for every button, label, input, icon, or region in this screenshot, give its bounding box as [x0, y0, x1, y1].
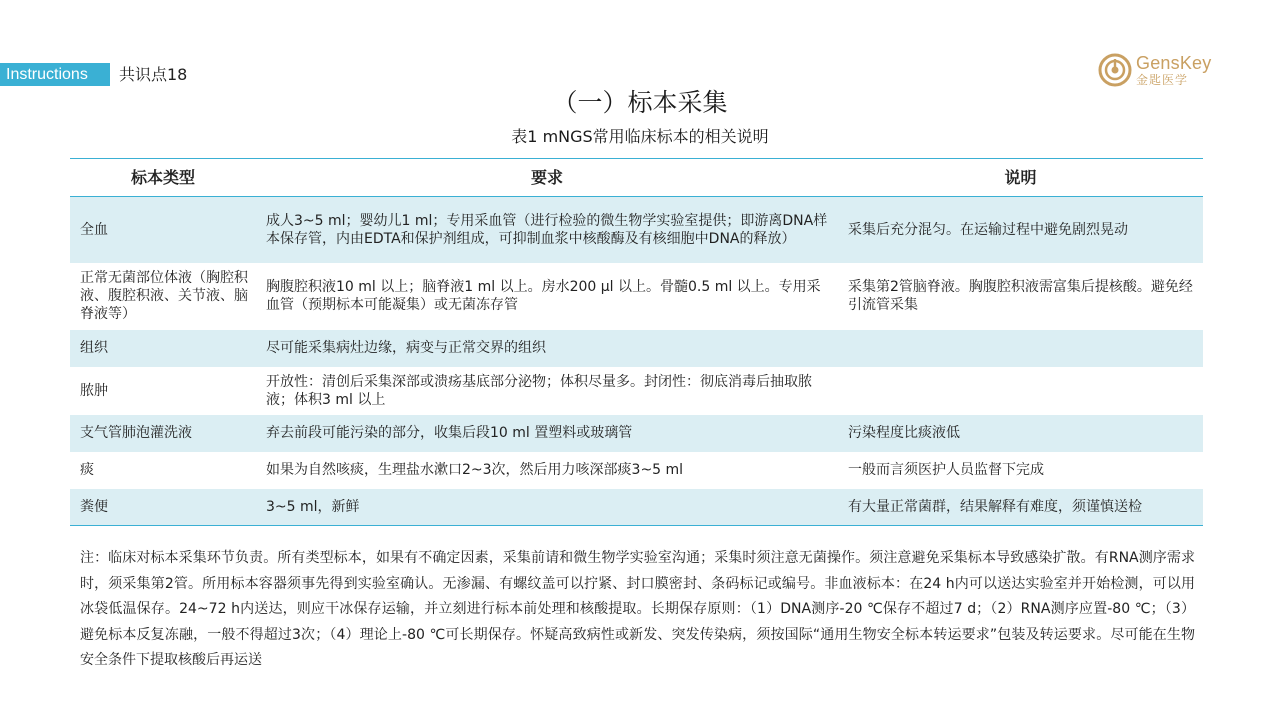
cell-requirement: 开放性：清创后采集深部或溃疡基底部分泌物；体积尽量多。封闭性：彻底消毒后抽取脓液；体积3 ml 以上 — [266, 373, 812, 408]
table-row — [70, 452, 1203, 489]
cell-note: 有大量正常菌群，结果解释有难度，须谨慎送检 — [838, 489, 1203, 526]
cell-specimen-type: 支气管肺泡灌洗液 — [70, 415, 256, 452]
cell-note — [838, 367, 1203, 415]
header-note: 说明 — [838, 159, 1203, 197]
specimen-table — [70, 158, 1203, 526]
cell-note: 采集第2管脑脊液。胸腹腔积液需富集后提核酸。避免经引流管采集 — [848, 279, 1193, 313]
table-row — [70, 197, 1203, 263]
logo-text-cn: 金匙医学 — [1136, 73, 1189, 87]
table-row — [70, 330, 1203, 367]
cell-note: 采集后充分混匀。在运输过程中避免剧烈晃动 — [838, 197, 1203, 263]
table-row — [70, 489, 1203, 526]
header-specimen-type: 标本类型 — [70, 159, 256, 197]
table-caption: 表1 mNGS常用临床标本的相关说明 — [511, 127, 769, 146]
cell-note: 一般而言须医护人员监督下完成 — [848, 462, 1044, 478]
cell-requirement: 弃去前段可能污染的部分，收集后段10 ml 置塑料或玻璃管 — [256, 415, 838, 452]
table-row — [70, 415, 1203, 452]
footnote: 注：临床对标本采集环节负责。所有类型标本，如果有不确定因素，采集前请和微生物学实验室沟通；采集时须注意无菌操作。须注意避免采集标本导致感染扩散。有RNA测序需求时，须采集第2管。所用标本容器须事先得到实验室确认。无渗漏、有螺纹盖可以拧紧、封口膜密封、条码标记或编号。非血液标本：在24 h内可以送达实验室并开始检测，可以用冰袋低温保存。24~72 h内送达，则应干冰保存运输，并立刻进行标本前处理和核酸提取。长期保存原则：（1）DNA测序-20 ℃保存不超过7 d；（2）RNA测序应置-80 ℃；（3）避免标本反复冻融，一般不得超过3次；（4）理论上-80 ℃可长期保存。怀疑高致病性或新发、突发传染病，须按国际“通用生物安全标本转运要求”包装及转运要求。尽可能在生物安全条件下提取核酸后再运送 — [80, 550, 1195, 668]
cell-note — [838, 330, 1203, 367]
cell-specimen-type: 痰 — [80, 462, 94, 478]
consensus-point-label: 共识点18 — [119, 65, 188, 84]
cell-specimen-type: 脓肿 — [80, 382, 108, 399]
cell-requirement: 胸腹腔积液10 ml 以上；脑脊液1 ml 以上。房水200 μl 以上。骨髓0.5 ml 以上。专用采血管（预期标本可能凝集）或无菌冻存管 — [266, 279, 821, 313]
cell-requirement: 如果为自然咳痰，生理盐水漱口2~3次，然后用力咳深部痰3~5 ml — [266, 462, 684, 478]
table-row — [70, 263, 1203, 330]
instructions-tag: Instructions — [0, 63, 110, 86]
cell-requirement: 尽可能采集病灶边缘，病变与正常交界的组织 — [256, 330, 838, 367]
page-title: （一）标本采集 — [552, 88, 728, 117]
cell-specimen-type: 粪便 — [70, 489, 256, 526]
table-header-row — [70, 159, 1203, 197]
header-requirement: 要求 — [256, 159, 838, 197]
cell-requirement: 成人3~5 ml；婴幼儿1 ml；专用采血管（进行检验的微生物学实验室提供；即游离DNA样本保存管，内由EDTA和保护剂组成，可抑制血浆中核酸酶及有核细胞中DNA的释放） — [256, 197, 838, 263]
cell-specimen-type: 全血 — [70, 197, 256, 263]
table-row — [70, 367, 1203, 415]
cell-specimen-type: 正常无菌部位体液（胸腔积液、腹腔积液、关节液、脑脊液等） — [80, 270, 248, 322]
genskey-logo-icon — [1098, 53, 1132, 87]
cell-requirement: 3~5 ml，新鲜 — [256, 489, 838, 526]
genskey-logo — [1098, 50, 1224, 90]
cell-note: 污染程度比痰液低 — [838, 415, 1203, 452]
cell-specimen-type: 组织 — [70, 330, 256, 367]
logo-text-en: GensKey — [1136, 53, 1212, 73]
